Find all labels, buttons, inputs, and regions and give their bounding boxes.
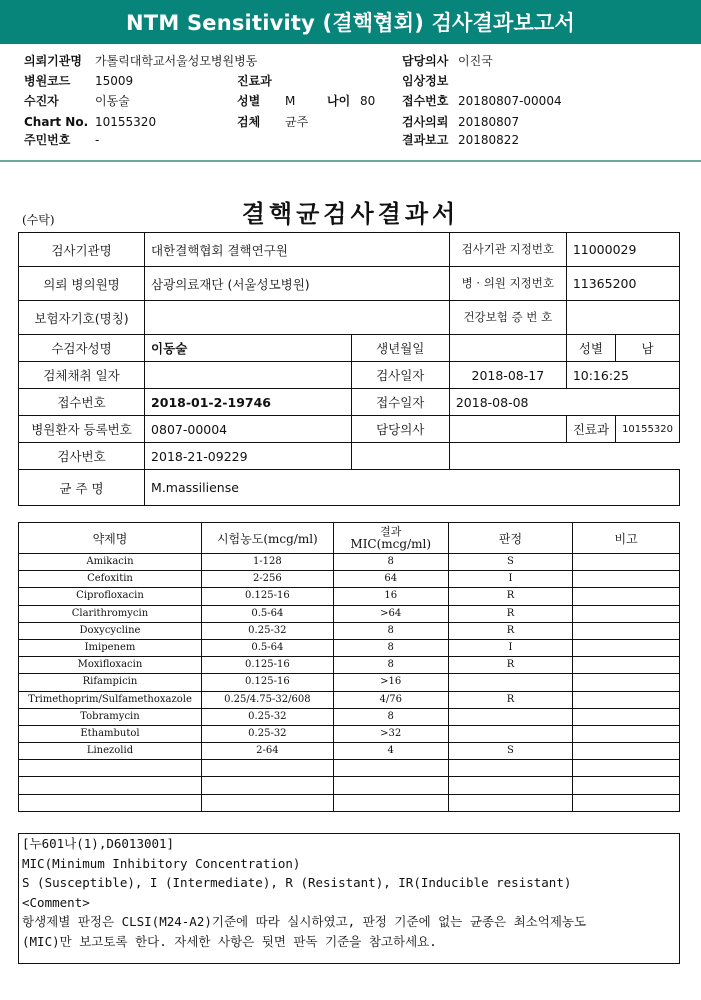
cell-conc (201, 794, 333, 811)
cell-judge: R (448, 588, 573, 605)
cell-mic: 8 (333, 639, 448, 656)
cell-note (573, 691, 680, 708)
cell-judge: R (448, 605, 573, 622)
drug-column-header: 약제명 (19, 523, 202, 554)
cell-note (573, 725, 680, 742)
cell-mic (333, 794, 448, 811)
strain-label: 균 주 명 (19, 470, 145, 506)
cell-mic: 4/76 (333, 691, 448, 708)
cell-mic: 8 (333, 708, 448, 725)
consignment-tag: (수탁) (22, 213, 55, 227)
report-date-value: 20180822 (458, 133, 520, 147)
comment-box (18, 833, 680, 964)
health-insurance-label: 건강보험 증 번 호 (449, 301, 566, 335)
table-row (19, 622, 680, 639)
cell-drug: Doxycycline (19, 622, 202, 639)
chart-no-value: 10155320 (95, 115, 157, 129)
cell-drug: Imipenem (19, 639, 202, 656)
cell-drug (19, 794, 202, 811)
cell-drug: Trimethoprim/Sulfamethoxazole (19, 691, 202, 708)
cell-conc: 0.5-64 (201, 639, 333, 656)
cell-conc: 2-256 (201, 571, 333, 588)
cell-drug (19, 760, 202, 777)
cell-conc: 0.125-16 (201, 588, 333, 605)
cell-drug (19, 777, 202, 794)
cell-mic: >32 (333, 725, 448, 742)
cell-judge (448, 777, 573, 794)
cell-mic: >16 (333, 674, 448, 691)
table-row (19, 674, 680, 691)
hospital-id-label: 병 · 의원 지정번호 (449, 267, 566, 301)
subject-name-value: 이동술 (145, 335, 352, 362)
specimen-value: 균주 (285, 115, 309, 129)
cell-mic (333, 777, 448, 794)
attending-doctor-label: 담당의사 (351, 416, 449, 443)
institution-label: 의뢰기관명 (24, 54, 82, 68)
comment-line: (MIC)만 보고토록 한다. 자세한 사항은 뒷면 판독 기준을 참고하세요. (22, 933, 437, 949)
hospital-id-value: 11365200 (566, 267, 679, 301)
cell-drug: Rifampicin (19, 674, 202, 691)
cell-mic: 64 (333, 571, 448, 588)
receipt-date-label: 접수일자 (351, 389, 449, 416)
patient-value: 이동술 (95, 94, 130, 108)
registration-no-label: 병원환자 등록번호 (19, 416, 145, 443)
accession-label: 접수번호 (402, 94, 449, 108)
cell-judge: I (448, 571, 573, 588)
test-time-value: 10:16:25 (566, 362, 679, 389)
hospital-code-label: 병원코드 (24, 74, 71, 88)
cell-mic: 8 (333, 622, 448, 639)
hospital-name-label: 의뢰 병의원명 (19, 267, 145, 301)
test-no-value: 2018-21-09229 (145, 443, 352, 470)
collection-date-label: 검체채취 일자 (19, 362, 145, 389)
comment-line: 항생제별 판정은 CLSI(M24-A2)기준에 따라 실시하였고, 판정 기준에 없는 균종은 최소억제농도 (22, 914, 587, 929)
patient-label: 수진자 (24, 94, 59, 108)
cell-judge (448, 794, 573, 811)
sex-label: 성별 (237, 94, 261, 108)
table-row (19, 743, 680, 760)
judgement-column-header: 판정 (448, 523, 573, 554)
dept-label: 진료과 (237, 74, 272, 88)
table-row (19, 571, 680, 588)
cell-conc: 0.5-64 (201, 605, 333, 622)
cell-note (573, 605, 680, 622)
cell-drug: Tobramycin (19, 708, 202, 725)
cell-conc (201, 760, 333, 777)
attending-doctor-value (449, 416, 566, 443)
table-row (19, 760, 680, 777)
strain-value: M.massiliense (145, 470, 680, 506)
table-row (19, 691, 680, 708)
table-row (19, 639, 680, 656)
cell-mic: 4 (333, 743, 448, 760)
table-row (19, 588, 680, 605)
cell-judge (448, 674, 573, 691)
cell-conc: 2-64 (201, 743, 333, 760)
cell-judge: I (448, 639, 573, 656)
registration-no-value: 0807-00004 (145, 416, 352, 443)
lab-id-label: 검사기관 지정번호 (449, 233, 566, 267)
cell-note (573, 674, 680, 691)
cell-note (573, 708, 680, 725)
insurer-label: 보험자기호(명칭) (19, 301, 145, 335)
subject-sex-label: 성별 (566, 335, 615, 362)
cell-mic: >64 (333, 605, 448, 622)
institution-value: 가톨릭대학교서울성모병원병동 (95, 54, 258, 68)
cell-note (573, 657, 680, 674)
request-date-label: 검사의뢰 (402, 115, 449, 129)
cell-conc (201, 777, 333, 794)
subject-name-label: 수검자성명 (19, 335, 145, 362)
resident-no-value: - (95, 133, 100, 147)
test-no-blank (351, 443, 449, 470)
cell-mic (333, 760, 448, 777)
cell-conc: 0.25-32 (201, 725, 333, 742)
cell-note (573, 760, 680, 777)
table-row (19, 794, 680, 811)
test-no-label: 검사번호 (19, 443, 145, 470)
comment-line: [누601나(1),D6013001] (22, 836, 175, 851)
department-label: 진료과 (566, 416, 615, 443)
cell-mic: 16 (333, 588, 448, 605)
health-insurance-value (566, 301, 679, 335)
report-header (0, 52, 701, 152)
document-title: 결핵균검사결과서 (241, 199, 460, 228)
table-row (19, 777, 680, 794)
comment-line: <Comment> (22, 894, 90, 910)
table-row (19, 554, 680, 571)
cell-judge (448, 760, 573, 777)
specimen-label: 검체 (237, 115, 261, 129)
cell-note (573, 588, 680, 605)
subject-sex-value: 남 (616, 335, 680, 362)
mic-column-header (333, 523, 448, 554)
cell-judge: R (448, 691, 573, 708)
insurer-value (145, 301, 450, 335)
cell-note (573, 777, 680, 794)
test-date-value: 2018-08-17 (449, 362, 566, 389)
receipt-no-value: 2018-01-2-19746 (145, 389, 352, 416)
mic-header-bottom: MIC(mcg/ml) (350, 537, 432, 551)
note-column-header: 비고 (573, 523, 680, 554)
cell-drug: Moxifloxacin (19, 657, 202, 674)
request-date-value: 20180807 (458, 115, 520, 129)
clinical-info-label: 임상정보 (402, 74, 449, 88)
lab-name-label: 검사기관명 (19, 233, 145, 267)
hospital-code-value: 15009 (95, 74, 134, 88)
cell-note (573, 622, 680, 639)
birth-date-label: 생년월일 (351, 335, 449, 362)
cell-conc: 0.25-32 (201, 708, 333, 725)
cell-judge (448, 725, 573, 742)
patient-info-table (18, 232, 680, 506)
cell-conc: 0.125-16 (201, 657, 333, 674)
cell-conc: 0.25-32 (201, 622, 333, 639)
cell-judge: S (448, 554, 573, 571)
resident-no-label: 주민번호 (24, 133, 71, 147)
sex-value: M (285, 94, 296, 108)
age-value: 80 (360, 94, 376, 108)
lab-id-value: 11000029 (566, 233, 679, 267)
table-row (19, 725, 680, 742)
cell-note (573, 794, 680, 811)
cell-note (573, 554, 680, 571)
cell-drug: Ciprofloxacin (19, 588, 202, 605)
test-no-empty-area (449, 443, 679, 470)
chart-no-label: Chart No. (24, 115, 89, 129)
collection-date-value (145, 362, 352, 389)
cell-note (573, 571, 680, 588)
hospital-name-value: 삼광의료재단 (서울성모병원) (145, 267, 450, 301)
cell-drug: Cefoxitin (19, 571, 202, 588)
table-row (19, 605, 680, 622)
department-value: 10155320 (616, 416, 680, 443)
comment-line: MIC(Minimum Inhibitory Concentration) (22, 855, 301, 871)
mic-header-top: 결과 (380, 525, 402, 538)
cell-drug: Ethambutol (19, 725, 202, 742)
cell-drug: Clarithromycin (19, 605, 202, 622)
cell-conc: 0.125-16 (201, 674, 333, 691)
cell-note (573, 743, 680, 760)
report-title-bar: NTM Sensitivity (결핵협회) 검사결과보고서 (0, 0, 701, 44)
cell-conc: 0.25/4.75-32/608 (201, 691, 333, 708)
cell-note (573, 639, 680, 656)
cell-mic: 8 (333, 554, 448, 571)
cell-mic: 8 (333, 657, 448, 674)
cell-conc: 1-128 (201, 554, 333, 571)
header-divider (0, 160, 701, 162)
table-row (19, 708, 680, 725)
cell-judge: R (448, 622, 573, 639)
cell-judge: S (448, 743, 573, 760)
cell-judge (448, 708, 573, 725)
susceptibility-table (18, 522, 680, 812)
accession-value: 20180807-00004 (458, 94, 562, 108)
cell-judge: R (448, 657, 573, 674)
lab-name-value: 대한결핵협회 결핵연구원 (145, 233, 450, 267)
cell-drug: Amikacin (19, 554, 202, 571)
table-row (19, 657, 680, 674)
doctor-label: 담당의사 (402, 54, 449, 68)
receipt-no-label: 접수번호 (19, 389, 145, 416)
age-label: 나이 (327, 94, 351, 108)
cell-drug: Linezolid (19, 743, 202, 760)
test-date-label: 검사일자 (351, 362, 449, 389)
birth-date-value (449, 335, 566, 362)
report-date-label: 결과보고 (402, 133, 449, 147)
concentration-column-header: 시험농도(mcg/ml) (201, 523, 333, 554)
doctor-value: 이진국 (458, 54, 493, 68)
receipt-date-value: 2018-08-08 (449, 389, 679, 416)
comment-line: S (Susceptible), I (Intermediate), R (Resistant), IR(Inducible resistant) (22, 875, 572, 890)
